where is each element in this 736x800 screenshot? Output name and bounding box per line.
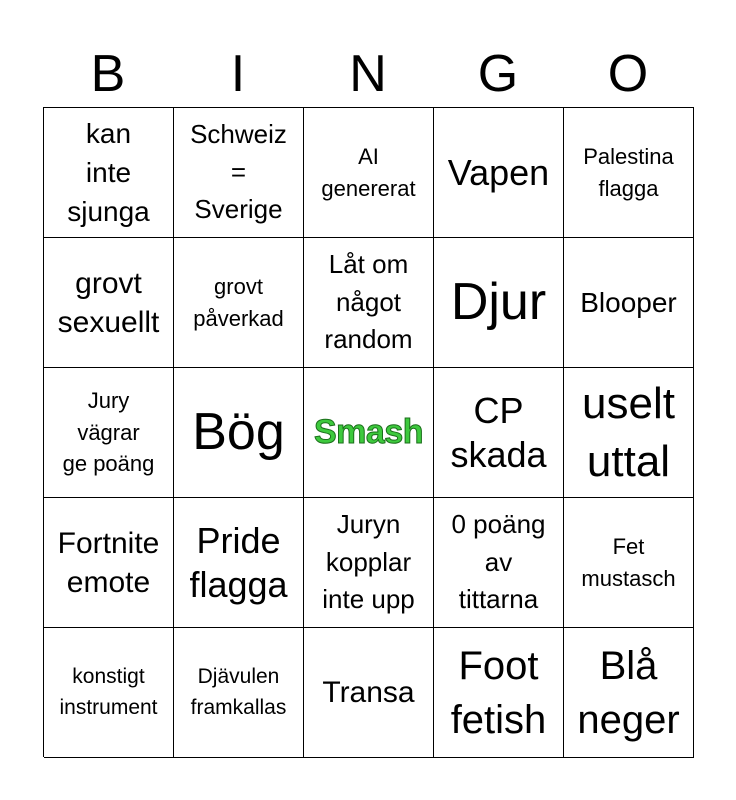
bingo-cell-r2c5[interactable] — [564, 238, 694, 368]
cell-text: Juryn kopplar inte upp — [322, 508, 415, 615]
bingo-cell-r1c5[interactable] — [564, 108, 694, 238]
bingo-cell-r3c1[interactable] — [44, 368, 174, 498]
bingo-cell-r4c1[interactable] — [44, 498, 174, 628]
cell-text: 0 poäng av tittarna — [451, 508, 546, 615]
bingo-grid — [43, 107, 694, 757]
bingo-header — [43, 40, 693, 108]
cell-text: Fortnite emote — [57, 526, 160, 599]
cell-text: Blå neger — [577, 643, 680, 742]
cell-text: Vapen — [447, 151, 550, 193]
cell-text: Djävulen framkallas — [190, 665, 287, 719]
bingo-cell-r5c2[interactable] — [174, 628, 304, 758]
cell-text: kan inte sjunga — [67, 117, 150, 228]
header-letter-g: G — [477, 45, 519, 103]
bingo-cell-r1c4[interactable] — [434, 108, 564, 238]
header-letter-i: I — [230, 45, 246, 103]
cell-text: Fet mustasch — [581, 533, 676, 591]
cell-text: konstigt instrument — [59, 665, 158, 719]
bingo-cell-r4c2[interactable] — [174, 498, 304, 628]
bingo-cell-r2c1[interactable] — [44, 238, 174, 368]
bingo-cell-r5c4[interactable] — [434, 628, 564, 758]
cell-text: CP skada — [450, 390, 547, 475]
header-letter-o: O — [607, 45, 649, 103]
bingo-cell-r3c4[interactable] — [434, 368, 564, 498]
bingo-cell-r3c5[interactable] — [564, 368, 694, 498]
bingo-cell-r5c5[interactable] — [564, 628, 694, 758]
cell-text: Bög — [192, 402, 285, 461]
bingo-cell-free-space[interactable] — [304, 368, 434, 498]
cell-text: AI genererat — [321, 143, 416, 201]
smash-logo-text: Smash — [314, 413, 423, 451]
bingo-cell-r5c1[interactable] — [44, 628, 174, 758]
cell-text: Djur — [450, 272, 547, 331]
cell-text: Låt om något random — [324, 248, 413, 355]
header-letter-n: N — [349, 45, 387, 103]
bingo-cell-r5c3[interactable] — [304, 628, 434, 758]
cell-text: Schweiz = Sverige — [190, 118, 287, 225]
cell-text: Palestina flagga — [583, 143, 674, 201]
cell-text: grovt påverkad — [193, 273, 284, 331]
cell-text: Jury vägrar ge poäng — [62, 387, 155, 477]
cell-text: grovt sexuellt — [57, 266, 160, 339]
bingo-cell-r1c1[interactable] — [44, 108, 174, 238]
cell-text: Blooper — [580, 286, 677, 318]
cell-text: Transa — [322, 676, 415, 709]
cell-text: Pride flagga — [189, 520, 288, 605]
bingo-cell-r4c4[interactable] — [434, 498, 564, 628]
header-letter-b: B — [90, 45, 126, 103]
bingo-cell-r4c3[interactable] — [304, 498, 434, 628]
bingo-cell-r2c4[interactable] — [434, 238, 564, 368]
bingo-cell-r2c3[interactable] — [304, 238, 434, 368]
cell-text: Foot fetish — [450, 643, 547, 742]
bingo-cell-r1c2[interactable] — [174, 108, 304, 238]
cell-text: uselt uttal — [582, 379, 675, 486]
bingo-cell-r4c5[interactable] — [564, 498, 694, 628]
bingo-cell-r1c3[interactable] — [304, 108, 434, 238]
bingo-cell-r2c2[interactable] — [174, 238, 304, 368]
bingo-cell-r3c2[interactable] — [174, 368, 304, 498]
